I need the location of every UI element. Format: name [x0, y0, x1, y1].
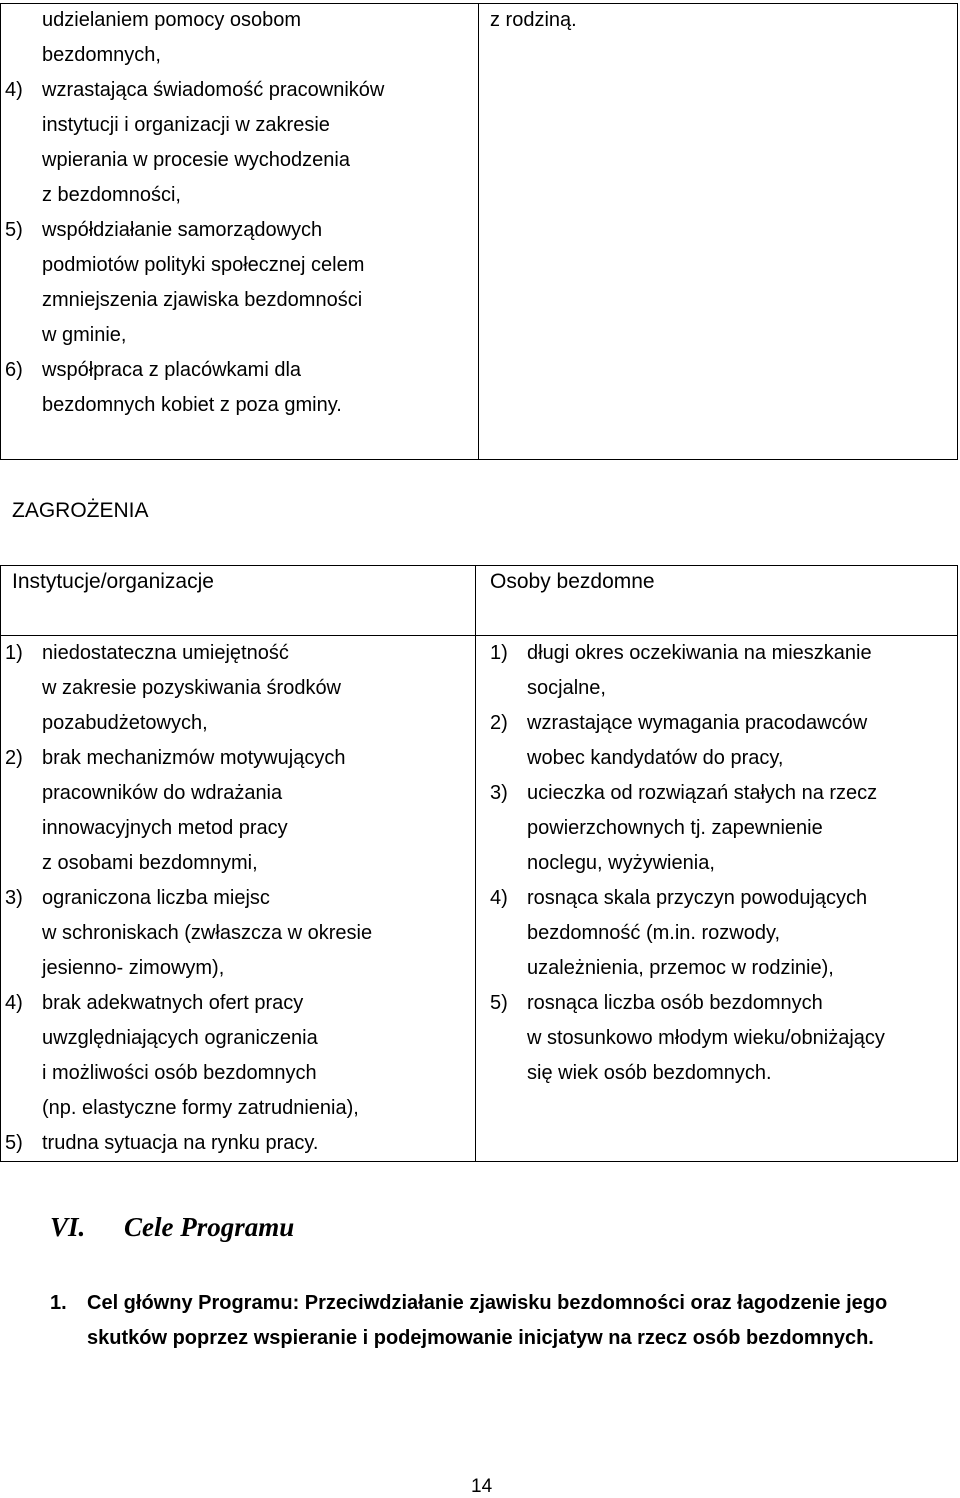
- threats-table-divider: [475, 565, 476, 1162]
- list-item-number: [490, 1056, 527, 1091]
- list-item-number: 3): [490, 782, 508, 804]
- threats-col2-list: [490, 636, 955, 1091]
- page-number: 14: [471, 1476, 493, 1497]
- top-table-divider: [478, 3, 479, 460]
- list-item: [5, 178, 475, 213]
- list-item: [5, 38, 475, 73]
- list-item: [5, 741, 471, 776]
- list-item-number: [5, 38, 42, 73]
- list-item-number: [5, 3, 42, 38]
- list-item: [5, 776, 471, 811]
- list-item: [5, 143, 475, 178]
- list-item-text: powierzchownych tj. zapewnienie: [527, 817, 823, 839]
- list-item: [490, 671, 955, 706]
- list-item-text: wzrastające wymagania pracodawców: [527, 712, 868, 734]
- list-item: [5, 916, 471, 951]
- list-item-number: [490, 811, 527, 846]
- list-item-number: 1): [5, 642, 23, 664]
- list-item-number: 4): [5, 79, 23, 101]
- section-title: Cele Programu: [124, 1212, 295, 1242]
- list-item: [5, 1021, 471, 1056]
- list-item-number: [5, 951, 42, 986]
- list-item-number: 5): [5, 1132, 23, 1154]
- list-item-text: ograniczona liczba miejsc: [42, 887, 270, 909]
- list-item: [5, 706, 471, 741]
- list-item-number: 4): [490, 887, 508, 909]
- list-item-number: [490, 1021, 527, 1056]
- list-item-number: 5): [490, 992, 508, 1014]
- list-item-number: 2): [490, 712, 508, 734]
- list-item-number: [490, 951, 527, 986]
- list-item-number: [5, 846, 42, 881]
- list-item-number: [490, 671, 527, 706]
- list-item-number: [5, 248, 42, 283]
- list-item-text: instytucji i organizacji w zakresie: [42, 114, 330, 136]
- list-item: [490, 986, 955, 1021]
- list-item: [5, 881, 471, 916]
- list-item-text: długi okres oczekiwania na mieszkanie: [527, 642, 872, 664]
- list-item-text: i możliwości osób bezdomnych: [42, 1062, 317, 1084]
- list-item-text: trudna sytuacja na rynku pracy.: [42, 1132, 319, 1154]
- list-item: [490, 776, 955, 811]
- section-number: VI.: [50, 1212, 86, 1242]
- list-item-number: [5, 143, 42, 178]
- list-item: [5, 636, 471, 671]
- list-item-text: współdziałanie samorządowych: [42, 219, 323, 241]
- list-item-number: 1): [490, 642, 508, 664]
- list-item-text: z bezdomności,: [42, 184, 181, 206]
- list-item-number: 4): [5, 992, 23, 1014]
- list-item-text: rosnąca skala przyczyn powodujących: [527, 887, 868, 909]
- list-item-text: bezdomność (m.in. rozwody,: [527, 922, 781, 944]
- list-item-text: podmiotów polityki społecznej celem: [42, 254, 365, 276]
- threats-title: ZAGROŻENIA: [12, 499, 149, 522]
- list-item-number: 6): [5, 359, 23, 381]
- list-item-text: w schroniskach (zwłaszcza w okresie: [42, 922, 373, 944]
- list-item: [490, 1056, 955, 1091]
- list-item-text: pozabudżetowych,: [42, 712, 208, 734]
- list-item-text: współpraca z placówkami dla: [42, 359, 302, 381]
- list-item-number: [5, 1091, 42, 1126]
- list-item-text: niedostateczna umiejętność: [42, 642, 289, 664]
- list-item-text: w zakresie pozyskiwania środków: [42, 677, 342, 699]
- list-item: [5, 213, 475, 248]
- list-item-text: noclegu, wyżywienia,: [527, 852, 715, 874]
- list-item: [5, 388, 475, 423]
- list-item-text: wobec kandydatów do pracy,: [527, 747, 784, 769]
- list-item: [5, 318, 475, 353]
- list-item: [5, 353, 475, 388]
- list-item-text: wpierania w procesie wychodzenia: [42, 149, 350, 171]
- list-item-text: brak mechanizmów motywujących: [42, 747, 346, 769]
- list-item-text: brak adekwatnych ofert pracy: [42, 992, 304, 1014]
- list-item: [490, 916, 955, 951]
- list-item: [490, 1021, 955, 1056]
- list-item: [5, 73, 475, 108]
- list-item: [490, 636, 955, 671]
- list-item-number: [5, 671, 42, 706]
- list-item: [5, 951, 471, 986]
- list-item-text: socjalne,: [527, 677, 606, 699]
- list-item-number: [5, 388, 42, 423]
- list-item-number: [5, 178, 42, 213]
- list-item-number: 2): [5, 747, 23, 769]
- list-item: [5, 3, 475, 38]
- list-item-text: rosnąca liczba osób bezdomnych: [527, 992, 823, 1014]
- list-item-number: [5, 1021, 42, 1056]
- list-item: [490, 846, 955, 881]
- list-item-text: ucieczka od rozwiązań stałych na rzecz: [527, 782, 878, 804]
- list-item: [5, 1056, 471, 1091]
- list-item-number: 5): [5, 219, 23, 241]
- list-item: [5, 986, 471, 1021]
- threats-col2-header: Osoby bezdomne: [490, 570, 655, 593]
- list-item-text: pracowników do wdrażania: [42, 782, 283, 804]
- list-item-text: uzależnienia, przemoc w rodzinie),: [527, 957, 834, 979]
- list-item-number: [490, 846, 527, 881]
- list-item: [5, 1091, 471, 1126]
- list-item-number: [5, 776, 42, 811]
- list-item-text: bezdomnych,: [42, 44, 161, 66]
- list-item-number: [5, 811, 42, 846]
- list-item-number: [5, 706, 42, 741]
- list-item-number: [5, 916, 42, 951]
- list-item: [490, 741, 955, 776]
- list-item-text: (np. elastyczne formy zatrudnienia),: [42, 1097, 359, 1119]
- list-item-text: uwzględniających ograniczenia: [42, 1027, 318, 1049]
- threats-col1-list: [5, 636, 471, 1161]
- list-item: [5, 108, 475, 143]
- list-item-number: [5, 108, 42, 143]
- list-item-text: zmniejszenia zjawiska bezdomności: [42, 289, 363, 311]
- list-item-number: [5, 283, 42, 318]
- list-item-text: bezdomnych kobiet z poza gminy.: [42, 394, 342, 416]
- list-item-text: jesienno- zimowym),: [42, 957, 225, 979]
- goal-line-2: skutków poprzez wspieranie i podejmowanie inicjatyw na rzecz osób bezdomnych.: [87, 1327, 874, 1349]
- goal-line-1: Cel główny Programu: Przeciwdziałanie zjawisku bezdomności oraz łagodzenie jego: [87, 1292, 888, 1314]
- list-item-number: [490, 916, 527, 951]
- list-item: [5, 1126, 471, 1161]
- list-item-text: innowacyjnych metod pracy: [42, 817, 288, 839]
- top-table-right-text: z rodziną.: [490, 9, 577, 31]
- list-item-text: wzrastająca świadomość pracowników: [42, 79, 385, 101]
- list-item: [5, 846, 471, 881]
- list-item-text: się wiek osób bezdomnych.: [527, 1062, 772, 1084]
- goal-number: 1.: [50, 1292, 67, 1314]
- list-item: [490, 881, 955, 916]
- list-item-number: [490, 741, 527, 776]
- list-item: [5, 811, 471, 846]
- list-item: [5, 248, 475, 283]
- list-item: [5, 671, 471, 706]
- list-item-number: [5, 318, 42, 353]
- threats-col1-header: Instytucje/organizacje: [12, 570, 214, 593]
- top-table-left-list: [5, 3, 475, 423]
- list-item: [490, 811, 955, 846]
- list-item-text: w gminie,: [42, 324, 127, 346]
- list-item: [5, 283, 475, 318]
- list-item-number: [5, 1056, 42, 1091]
- list-item: [490, 951, 955, 986]
- list-item-text: z osobami bezdomnymi,: [42, 852, 258, 874]
- list-item-text: udzielaniem pomocy osobom: [42, 9, 302, 31]
- list-item-number: 3): [5, 887, 23, 909]
- list-item: [490, 706, 955, 741]
- list-item-text: w stosunkowo młodym wieku/obniżający: [527, 1027, 885, 1049]
